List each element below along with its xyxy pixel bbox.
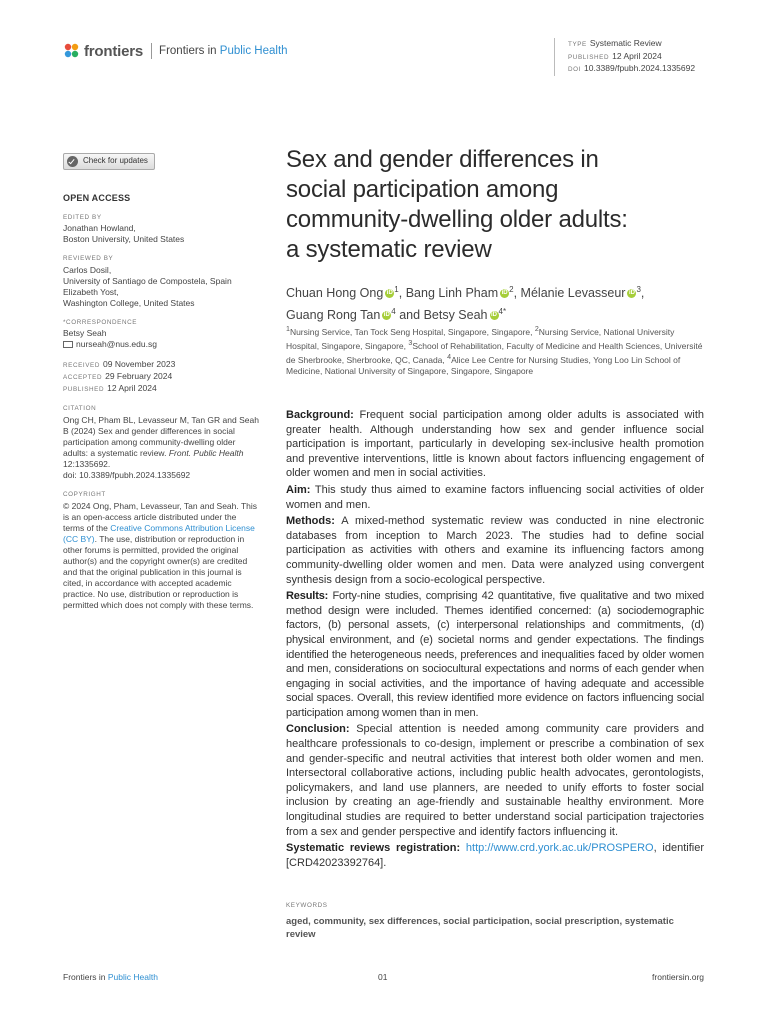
check-updates-button[interactable]: Check for updates — [63, 153, 155, 170]
article-sidebar — [63, 153, 259, 611]
author[interactable]: Chuan Hong Ong iD $^1$ — [286, 285, 399, 301]
citation-doi[interactable]: doi: 10.3389/fpubh.2024.1335692 — [63, 469, 191, 480]
author-list: Chuan Hong Ong iD $^1$, Bang Linh Pham iD $^2$, Mélanie Levasseur iD $^3$, Guang Rong Tan iD $^4$ and Betsy Seah iD $^{4*}$ — [286, 285, 645, 322]
correspondence-info: Betsy Seah nurseah@nus.edu.sg — [63, 328, 259, 350]
cc-license-link[interactable]: Creative Commons Attribution License (CC BY) — [63, 522, 255, 544]
footer-site-link[interactable]: frontiersin.org — [652, 972, 704, 982]
frontiers-logo[interactable] — [63, 42, 288, 60]
citation-label: CITATION — [63, 405, 97, 413]
meta-type: TYPE Systematic Review — [568, 38, 662, 48]
keywords-label: KEYWORDS — [286, 902, 328, 909]
correspondence-label: *CORRESPONDENCE — [63, 318, 138, 326]
article-meta — [554, 38, 695, 76]
abstract-registration: Systematic reviews registration: http://www.crd.york.ac.uk/PROSPERO, identifier [CRD42023392764]. — [286, 842, 704, 869]
keywords: aged, community, sex differences, social participation, social prescription, systematic review — [286, 916, 674, 940]
edited-by-label: EDITED BY — [63, 213, 102, 221]
journal-name[interactable]: Frontiers in Public Health — [159, 45, 288, 57]
frontiers-logo-icon — [63, 42, 81, 60]
orcid-icon[interactable]: iD — [628, 290, 635, 297]
meta-published: PUBLISHED 12 April 2024 — [568, 50, 662, 61]
abstract-conclusion: Conclusion: Special attention is needed among community care providers and healthcare professionals to co-design, implement or prescribe a combination of sex and gender-specific and neutral activities that interest both older women and men. Intersectoral collaborative actions, including public health advocates, gerontologists, policymakers, and land use planners, are needed to unify efforts to foster social inclusion by creating an age-friendly and sustainable healthy environment. More longitudinal studies are required to better understand social participation trajectories from a sex and gender perspective and identify factors influencing it. — [286, 723, 704, 838]
meta-doi[interactable]: DOI 10.3389/fpubh.2024.1335692 — [568, 63, 696, 73]
citation-text: Ong CH, Pham BL, Levasseur M, Tan GR and Seah B (2024) Sex and gender differences in social participation among community-dwelling older adults: a systematic review. Front. Public Health 12:1335692. doi: 10.3389/fpubh.2024.1335692 — [63, 414, 259, 480]
orcid-icon[interactable]: iD — [386, 290, 393, 297]
reviewer-info: Carlos Dosil, University of Santiago de Compostela, Spain Elizabeth Yost, Washington College, United States — [63, 264, 232, 308]
brand-name: frontiers — [84, 42, 144, 60]
page-number: 01 — [378, 972, 388, 982]
abstract-results: Results: Forty-nine studies, comprising 42 quantitative, five qualitative and two mixed method design were included. Themes identified concerned: (a) sociodemographic factors, (b) personal assets, (c) interpersonal relationships and commitments, (d) physical environment, and (e) societal norms and gender expectations. The findings identified the heterogeneous needs, preferences and inequalities faced by older women and men, considerations on sociocultural expectations and norms of each gender when engaging in social activities, and the importance of having adequate and accessible social spaces. Overall, this review identified more evidence on factors influencing social participation among women than in men. — [286, 590, 705, 719]
abstract-background: Background: Frequent social participation among older adults is associated with greater health. Although understanding how sex and gender influence social participation is important, particularly in developing sex-inclusive health promotion and preventive interventions, little is known about factors influencing engagement of older women and men in social activities. — [286, 409, 704, 480]
copyright-text: © 2024 Ong, Pham, Levasseur, Tan and Seah. This is an open-access article distributed under the terms of the Creative Commons Attribution License (CC BY). The use, distribution or reproduction in other forums is permitted, provided the original author(s) and the copyright owner(s) are credited and that the original publication in this journal is cited, in accordance with accepted academic practice. No use, distribution or reproduction is permitted which does not comply with these terms. — [63, 500, 258, 610]
copyright-label: COPYRIGHT — [63, 490, 106, 498]
prospero-link[interactable]: http://www.crd.york.ac.uk/PROSPERO — [465, 842, 654, 855]
editor-info: Jonathan Howland, Boston University, United States — [63, 223, 185, 245]
open-access-label: OPEN ACCESS — [63, 193, 131, 203]
article-title: Sex and gender differences in social participation among community-dwelling older adults: a systematic review — [286, 146, 628, 263]
abstract-aim: Aim: This study thus aimed to examine factors influencing social activities of older women and men. — [286, 483, 704, 511]
abstract-methods: Methods: A mixed-method systematic review was conducted in nine electronic databases from inception to March 2023. The studies had to define social participation as activities with others and examine its influencing factors among community-dwelling older women and men. Data were analyzed using convergent synthesis design from a socio-ecological perspective. — [286, 515, 705, 586]
author[interactable]: Guang Rong Tan iD $^4$ — [286, 306, 396, 322]
article-dates: RECEIVED 09 November 2023 ACCEPTED 29 February 2024 PUBLISHED 12 April 2024 — [63, 359, 176, 394]
mail-icon — [63, 341, 73, 348]
abstract — [286, 408, 704, 872]
author[interactable]: Betsy Seah iD $^{4*}$ — [423, 306, 507, 322]
check-icon — [67, 156, 78, 167]
orcid-icon[interactable]: iD — [491, 312, 497, 319]
logo-divider — [151, 43, 152, 59]
affiliations: $^1$Nursing Service, Tan Tock Seng Hospital, Singapore, Singapore, $^2$Nursing Service, National University Hospital, Singapore, Singapore, $^3$School of Rehabilitation, Faculty of Medicine and Health Sciences, Université de Sherbrooke, Sherbrooke, QC, Canada, $^4$Alice Lee Centre for Nursing Studies, Yong Loo Lin School of Medicine, National University of Singapore, Singapore, Singapore — [286, 325, 703, 376]
author[interactable]: Bang Linh Pham iD $^2$ — [405, 285, 514, 301]
footer-journal[interactable]: Frontiers in Public Health — [63, 972, 158, 982]
correspondence-email[interactable]: nurseah@nus.edu.sg — [63, 339, 259, 350]
author[interactable]: Mélanie Levasseur iD $^3$ — [520, 285, 641, 301]
orcid-icon[interactable]: iD — [383, 312, 390, 319]
orcid-icon[interactable]: iD — [501, 290, 508, 297]
reviewed-by-label: REVIEWED BY — [63, 255, 114, 263]
